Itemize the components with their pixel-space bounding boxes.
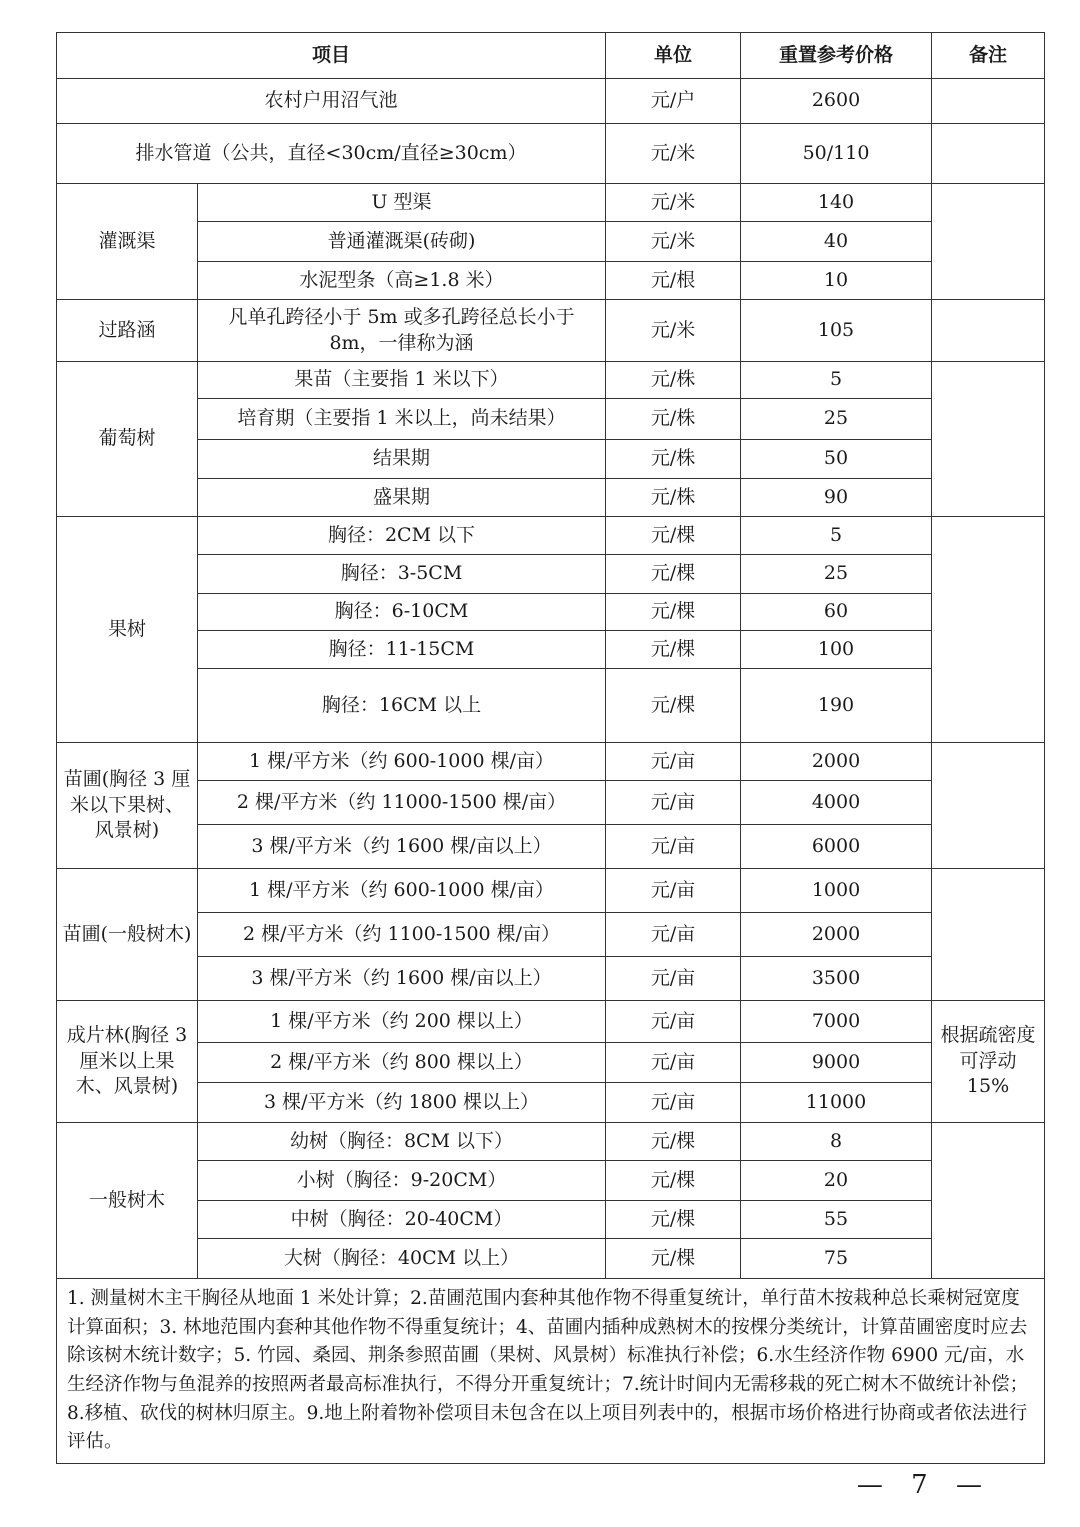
row-unit: 元/株 (606, 440, 741, 479)
row-item: 胸径：16CM 以上 (198, 669, 606, 743)
row-remark (932, 79, 1045, 124)
row-price: 4000 (741, 781, 932, 825)
table-row (57, 631, 1045, 669)
row-unit: 元/亩 (606, 1001, 741, 1043)
row-price: 2000 (741, 743, 932, 781)
page-number: — 7 — (856, 1470, 992, 1500)
row-price: 2000 (741, 913, 932, 957)
row-item: 胸径：11-15CM (198, 631, 606, 669)
row-price: 11000 (741, 1083, 932, 1123)
group-name-nursery-general: 苗圃(一般树木) (57, 869, 198, 1001)
table-row (57, 913, 1045, 957)
row-unit: 元/户 (606, 79, 741, 124)
table-row (57, 1201, 1045, 1239)
row-price: 25 (741, 399, 932, 440)
row-price: 8 (741, 1123, 932, 1161)
row-unit: 元/株 (606, 399, 741, 440)
row-unit: 元/棵 (606, 1201, 741, 1239)
row-price: 190 (741, 669, 932, 743)
row-item: 盛果期 (198, 479, 606, 517)
group-name-fruit: 果树 (57, 517, 198, 743)
forest-remark: 根据疏密度可浮动 15% (932, 1001, 1045, 1123)
notes-row (57, 1279, 1045, 1464)
row-unit: 元/亩 (606, 869, 741, 913)
row-price: 5 (741, 362, 932, 399)
row-item: 水泥型条（高≥1.8 米） (198, 262, 606, 300)
row-price: 5 (741, 517, 932, 555)
table-row (57, 479, 1045, 517)
table-row (57, 594, 1045, 631)
row-unit: 元/株 (606, 479, 741, 517)
row-item: 胸径：6-10CM (198, 594, 606, 631)
row-remark (932, 300, 1045, 362)
row-unit: 元/米 (606, 300, 741, 362)
row-price: 3500 (741, 957, 932, 1001)
row-item: 普通灌溉渠(砖砌) (198, 222, 606, 262)
table-row (57, 1123, 1045, 1161)
row-unit: 元/棵 (606, 594, 741, 631)
table-row (57, 300, 1045, 362)
table-row (57, 262, 1045, 300)
group-name-culvert: 过路涵 (57, 300, 198, 362)
row-unit: 元/亩 (606, 743, 741, 781)
row-price: 105 (741, 300, 932, 362)
group-name-general-trees: 一般树木 (57, 1123, 198, 1279)
row-price: 10 (741, 262, 932, 300)
group-name-nursery-fruit: 苗圃(胸径 3 厘米以下果树、风景树) (57, 743, 198, 869)
table-row (57, 825, 1045, 869)
row-item: 大树（胸径：40CM 以上） (198, 1239, 606, 1279)
row-item: 胸径：3-5CM (198, 555, 606, 594)
row-price: 6000 (741, 825, 932, 869)
row-remark (932, 124, 1045, 184)
row-price: 100 (741, 631, 932, 669)
row-unit: 元/棵 (606, 1123, 741, 1161)
table-row (57, 1001, 1045, 1043)
row-remark (932, 1123, 1045, 1279)
row-unit: 元/根 (606, 262, 741, 300)
row-unit: 元/米 (606, 124, 741, 184)
row-item: 1 棵/平方米（约 600-1000 棵/亩） (198, 743, 606, 781)
row-unit: 元/棵 (606, 1161, 741, 1201)
table-row (57, 440, 1045, 479)
row-unit: 元/棵 (606, 517, 741, 555)
table-row (57, 399, 1045, 440)
row-item: 胸径：2CM 以下 (198, 517, 606, 555)
row-price: 75 (741, 1239, 932, 1279)
row-item: 2 棵/平方米（约 11000-1500 棵/亩） (198, 781, 606, 825)
row-price: 7000 (741, 1001, 932, 1043)
table-row (57, 124, 1045, 184)
row-item: 中树（胸径：20-40CM） (198, 1201, 606, 1239)
table-row (57, 743, 1045, 781)
header-unit: 单位 (606, 33, 741, 79)
table-row (57, 517, 1045, 555)
header-price: 重置参考价格 (741, 33, 932, 79)
table-row (57, 1043, 1045, 1083)
row-item: 小树（胸径：9-20CM） (198, 1161, 606, 1201)
row-price: 50/110 (741, 124, 932, 184)
row-item: 培育期（主要指 1 米以上，尚未结果） (198, 399, 606, 440)
table-row (57, 1083, 1045, 1123)
row-price: 60 (741, 594, 932, 631)
row-item: 果苗（主要指 1 米以下） (198, 362, 606, 399)
row-item: 3 棵/平方米（约 1600 棵/亩以上） (198, 825, 606, 869)
table-row (57, 1161, 1045, 1201)
row-remark (932, 184, 1045, 300)
row-unit: 元/棵 (606, 631, 741, 669)
row-unit: 元/亩 (606, 957, 741, 1001)
header-item: 项目 (57, 33, 606, 79)
row-price: 140 (741, 184, 932, 222)
row-remark (932, 743, 1045, 869)
row-price: 25 (741, 555, 932, 594)
table-row (57, 669, 1045, 743)
table-row (57, 1239, 1045, 1279)
row-unit: 元/棵 (606, 669, 741, 743)
group-name-forest: 成片林(胸径 3 厘米以上果木、风景树) (57, 1001, 198, 1123)
group-name-grape: 葡萄树 (57, 362, 198, 517)
table-row (57, 869, 1045, 913)
table-row (57, 184, 1045, 222)
row-item: 幼树（胸径：8CM 以下） (198, 1123, 606, 1161)
row-remark (932, 517, 1045, 743)
table-row (57, 555, 1045, 594)
row-unit: 元/亩 (606, 781, 741, 825)
row-price: 20 (741, 1161, 932, 1201)
table-row (57, 79, 1045, 124)
row-item: 2 棵/平方米（约 1100-1500 棵/亩） (198, 913, 606, 957)
row-unit: 元/株 (606, 362, 741, 399)
row-price: 40 (741, 222, 932, 262)
row-item: 1 棵/平方米（约 200 棵以上） (198, 1001, 606, 1043)
compensation-price-table (56, 32, 1045, 1464)
table-row (57, 222, 1045, 262)
row-price: 1000 (741, 869, 932, 913)
row-price: 2600 (741, 79, 932, 124)
row-item: 农村户用沼气池 (57, 79, 606, 124)
header-remark: 备注 (932, 33, 1045, 79)
row-unit: 元/亩 (606, 1083, 741, 1123)
row-item: 3 棵/平方米（约 1800 棵以上） (198, 1083, 606, 1123)
table-row (57, 362, 1045, 399)
row-remark (932, 869, 1045, 1001)
table-row (57, 781, 1045, 825)
row-item: 1 棵/平方米（约 600-1000 棵/亩） (198, 869, 606, 913)
table-row (57, 957, 1045, 1001)
row-price: 55 (741, 1201, 932, 1239)
row-item: 结果期 (198, 440, 606, 479)
row-price: 50 (741, 440, 932, 479)
row-unit: 元/米 (606, 184, 741, 222)
group-name-irrigation: 灌溉渠 (57, 184, 198, 300)
row-item: U 型渠 (198, 184, 606, 222)
row-unit: 元/棵 (606, 1239, 741, 1279)
row-unit: 元/亩 (606, 913, 741, 957)
row-unit: 元/棵 (606, 555, 741, 594)
row-item: 2 棵/平方米（约 800 棵以上） (198, 1043, 606, 1083)
row-remark (932, 362, 1045, 517)
row-unit: 元/米 (606, 222, 741, 262)
row-unit: 元/亩 (606, 1043, 741, 1083)
row-price: 9000 (741, 1043, 932, 1083)
table-notes: 1. 测量树木主干胸径从地面 1 米处计算；2.苗圃范围内套种其他作物不得重复统计，单行苗木按栽种总长乘树冠宽度计算面积；3. 林地范围内套种其他作物不得重复统计；4、苗圃内插种成熟树木的按棵分类统计，计算苗圃密度时应去除该树木统计数字；5. 竹园、桑园、荆条参照苗圃（果树、风景树）标准执行补偿；6.水生经济作物 6900 元/亩，水生经济作物与鱼混养的按照两者最高标准执行，不得分开重复统计；7.统计时间内无需移栽的死亡树木不做统计补偿；8.移植、砍伐的树林归原主。9.地上附着物补偿项目未包含在以上项目列表中的，根据市场价格进行协商或者依法进行评估。 (57, 1279, 1045, 1464)
row-item: 排水管道（公共，直径<30cm/直径≥30cm） (57, 124, 606, 184)
row-unit: 元/亩 (606, 825, 741, 869)
table-header-row (57, 33, 1045, 79)
row-item: 凡单孔跨径小于 5m 或多孔跨径总长小于 8m，一律称为涵 (198, 300, 606, 362)
row-item: 3 棵/平方米（约 1600 棵/亩以上） (198, 957, 606, 1001)
row-price: 90 (741, 479, 932, 517)
